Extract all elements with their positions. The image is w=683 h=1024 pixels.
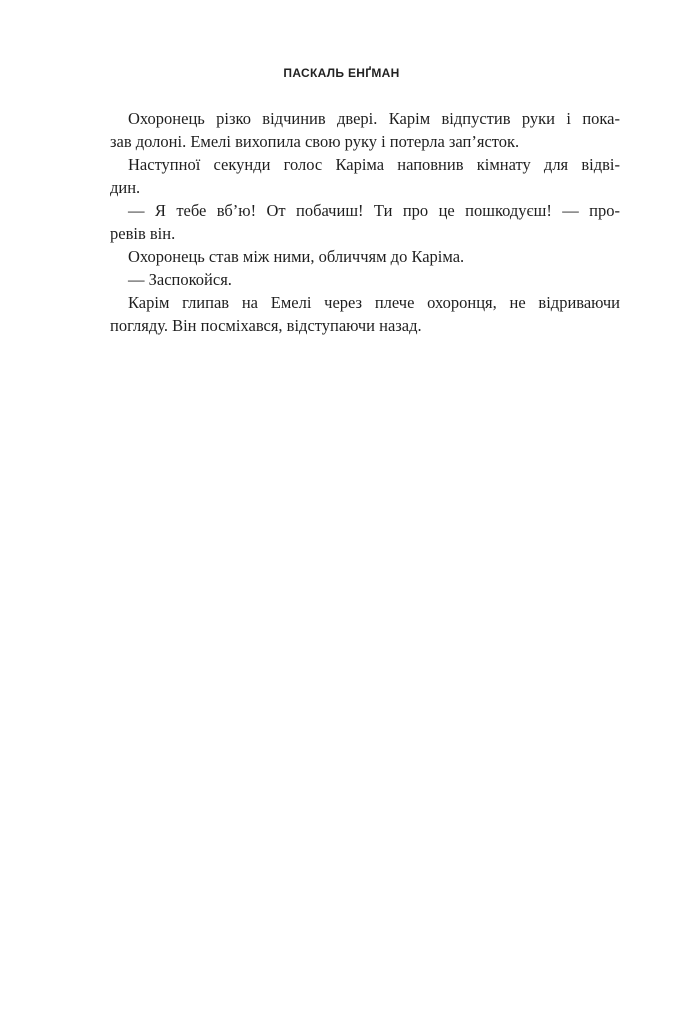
text-line: Охоронець різко відчинив двері. Карім відпустив руки і пока-: [128, 109, 620, 128]
text-line: зав долоні. Емелі вихопила свою руку і потерла зап’ясток.: [110, 132, 520, 151]
paragraph: [110, 245, 620, 268]
text-line: — Я тебе вб’ю! От побачиш! Ти про це пошкодуєш! — про-: [128, 201, 620, 220]
text-line: Карім глипав на Емелі через плече охоронця, не відриваючи: [128, 293, 620, 312]
paragraph: [110, 153, 620, 199]
text-line: — Заспокойся.: [128, 270, 232, 289]
paragraph: [110, 268, 620, 291]
text-line: Наступної секунди голос Каріма наповнив кімнату для відві-: [128, 155, 620, 174]
body-text: [110, 107, 620, 337]
paragraph: [110, 107, 620, 153]
text-line: ревів він.: [110, 224, 176, 243]
paragraph: [110, 199, 620, 245]
paragraph: [110, 291, 620, 337]
text-line: Охоронець став між ними, обличчям до Каріма.: [128, 247, 465, 266]
text-line: погляду. Він посміхався, відступаючи назад.: [110, 316, 422, 335]
running-header: ПАСКАЛЬ ЕНҐМАН: [283, 66, 400, 80]
text-line: дин.: [110, 178, 141, 197]
